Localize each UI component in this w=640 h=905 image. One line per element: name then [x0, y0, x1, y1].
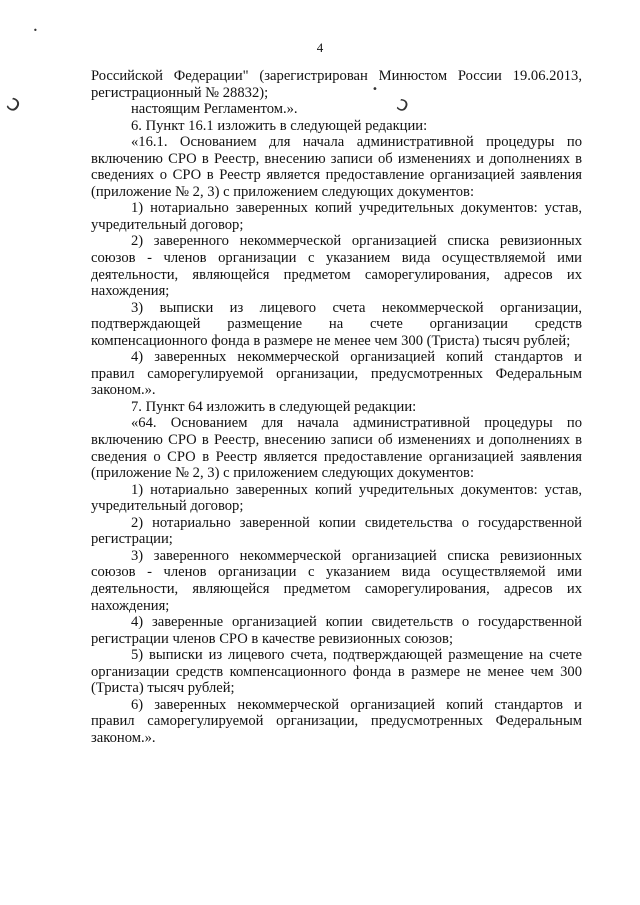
scan-dot: •	[372, 84, 378, 95]
paragraph-15: 5) выписки из лицевого счета, подтверждающей размещение на счете организации средств компенсационного фонда в размере не менее чем 300 (Триста) тысяч рублей;	[91, 647, 582, 697]
paragraph-5: 1) нотариально заверенных копий учредительных документов: устав, учредительный договор;	[91, 200, 582, 233]
paragraph-16: 6) заверенных некоммерческой организацией копий стандартов и правил саморегулируемой организации, предусмотренных Федеральным законом.».	[91, 696, 582, 746]
paragraph-9: 7. Пункт 64 изложить в следующей редакции:	[131, 398, 417, 415]
document-body	[91, 68, 582, 746]
paragraph-3: 6. Пункт 16.1 изложить в следующей редакции:	[131, 117, 428, 134]
paragraph-1: Российской Федерации" (зарегистрирован Минюстом России 19.06.2013, регистрационный № 28832);	[91, 68, 582, 101]
paragraph-8: 4) заверенных некоммерческой организацией копий стандартов и правил саморегулируемой организации, предусмотренных Федеральным законом.».	[91, 349, 582, 399]
paragraph-7: 3) выписки из лицевого счета некоммерческой организации, подтверждающей размещение на счете организации средств компенсационного фонда в размере не менее чем 300 (Триста) тысяч рублей;	[91, 299, 582, 349]
paragraph-12: 2) нотариально заверенной копии свидетельства о государственной регистрации;	[91, 514, 582, 548]
paragraph-13: 3) заверенного некоммерческой организацией списка ревизионных союзов - членов организации с указанием вида осуществляемой ими деятельности, являющейся предметом саморегулирования, адресов их нахождения;	[91, 547, 582, 614]
paragraph-10: «64. Основанием для начала административной процедуры по включению СРО в Реестр, внесению записи об изменениях и дополнениях в сведения о СРО в Реестр является предоставление организацией заявления (приложение № 2, 3) с приложением следующих документов:	[91, 415, 582, 482]
paragraph-2: настоящим Регламентом.».	[131, 101, 298, 118]
scan-mark-left: ↄ	[1, 90, 27, 119]
page-number: 4	[316, 40, 324, 55]
paragraph-11: 1) нотариально заверенных копий учредительных документов: устав, учредительный договор;	[91, 481, 582, 515]
paragraph-6: 2) заверенного некоммерческой организацией списка ревизионных союзов - членов организации с указанием вида осуществляемой ими деятельности, являющейся предметом саморегулирования, адресов их нахождения;	[91, 233, 582, 300]
paragraph-14: 4) заверенные организацией копии свидетельств о государственной регистрации членов СРО в качестве ревизионных союзов;	[91, 614, 582, 647]
scan-mark-right: ↄ	[393, 90, 414, 118]
paragraph-4: «16.1. Основанием для начала административной процедуры по включению СРО в Реестр, внесению записи об изменениях и дополнениях в сведениях о СРО в Реестр является предоставление организацией заявления (приложение № 2, 3) с приложением следующих документов:	[91, 134, 582, 200]
scan-dot-top: •	[33, 26, 38, 35]
